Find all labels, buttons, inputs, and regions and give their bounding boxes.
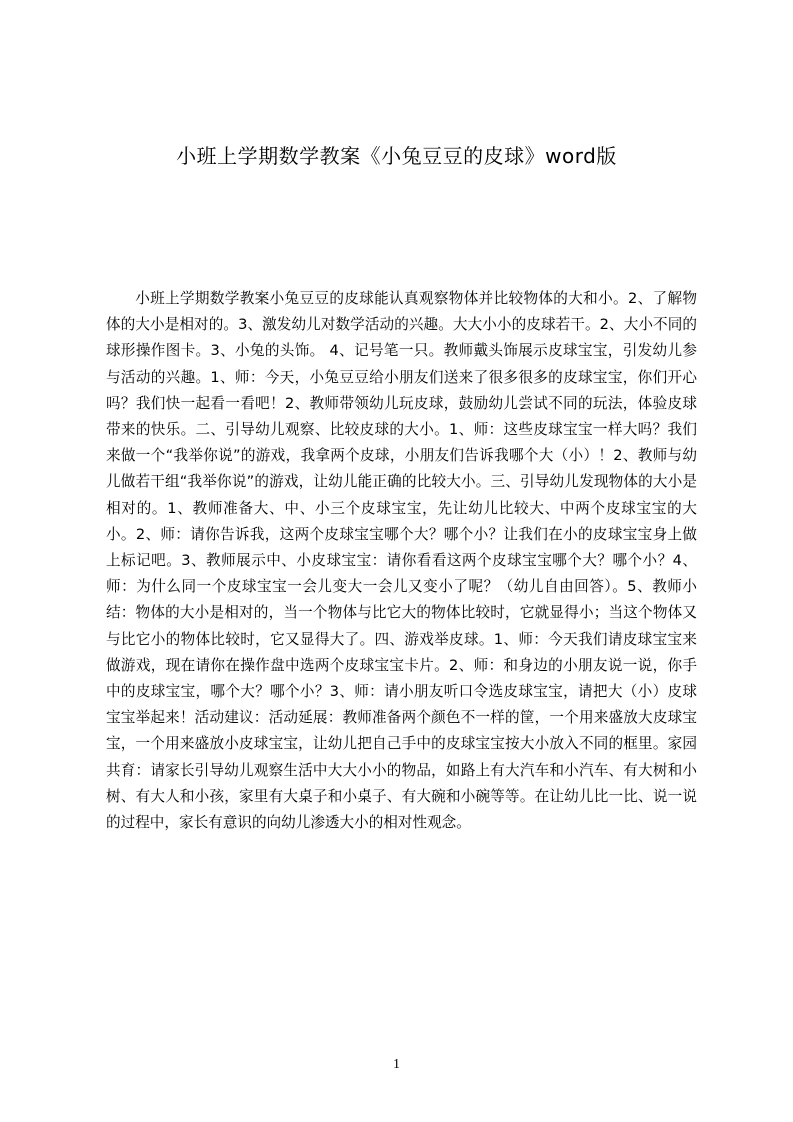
document-body-paragraph: 小班上学期数学教案小兔豆豆的皮球能认真观察物体并比较物体的大和小。2、了解物体的大小是相对的。3、激发幼儿对数学活动的兴趣。大大小小的皮球若干。2、大小不同的球形操作图卡。3、小兔的头饰。 4、记号笔一只。教师戴头饰展示皮球宝宝，引发幼儿参与活动的兴趣。1、师：今天，小兔豆豆给小朋友们送来了很多很多的皮球宝宝，你们开心吗？我们快一起看一看吧！2、教师带领幼儿玩皮球，鼓励幼儿尝试不同的玩法，体验皮球带来的快乐。二、引导幼儿观察、比较皮球的大小。1、师：这些皮球宝宝一样大吗？我们来做一个“我举你说”的游戏，我拿两个皮球，小朋友们告诉我哪个大（小）！2、教师与幼儿做若干组“我举你说”的游戏，让幼儿能正确的比较大小。三、引导幼儿发现物体的大小是相对的。1、教师准备大、中、小三个皮球宝宝，先让幼儿比较大、中两个皮球宝宝的大小。2、师：请你告诉我，这两个皮球宝宝哪个大？哪个小？让我们在小的皮球宝宝身上做上标记吧。3、教师展示中、小皮球宝宝：请你看看这两个皮球宝宝哪个大？哪个小？4、师：为什么同一个皮球宝宝一会儿变大一会儿又变小了呢？（幼儿自由回答）。5、教师小结：物体的大小是相对的，当一个物体与比它大的物体比较时，它就显得小；当这个物体又与比它小的物体比较时，它又显得大了。四、游戏举皮球。1、师：今天我们请皮球宝宝来做游戏，现在请你在操作盘中选两个皮球宝宝卡片。2、师：和身边的小朋友说一说，你手中的皮球宝宝，哪个大？哪个小？3、师：请小朋友听口令选皮球宝宝，请把大（小）皮球宝宝举起来！活动建议：活动延展：教师准备两个颜色不一样的筐，一个用来盛放大皮球宝宝，一个用来盛放小皮球宝宝，让幼儿把自己手中的皮球宝宝按大小放入不同的框里。家园共育：请家长引导幼儿观察生活中大大小小的物品，如路上有大汽车和小汽车、有大树和小树、有大人和小孩，家里有大桌子和小桌子、有大碗和小碗等等。在让幼儿比一比、说一说的过程中，家长有意识的向幼儿渗透大小的相对性观念。 (106, 290, 697, 832)
document-title: 小班上学期数学教案《小兔豆豆的皮球》word版 (176, 144, 617, 168)
page-number: 1 (393, 1057, 400, 1072)
